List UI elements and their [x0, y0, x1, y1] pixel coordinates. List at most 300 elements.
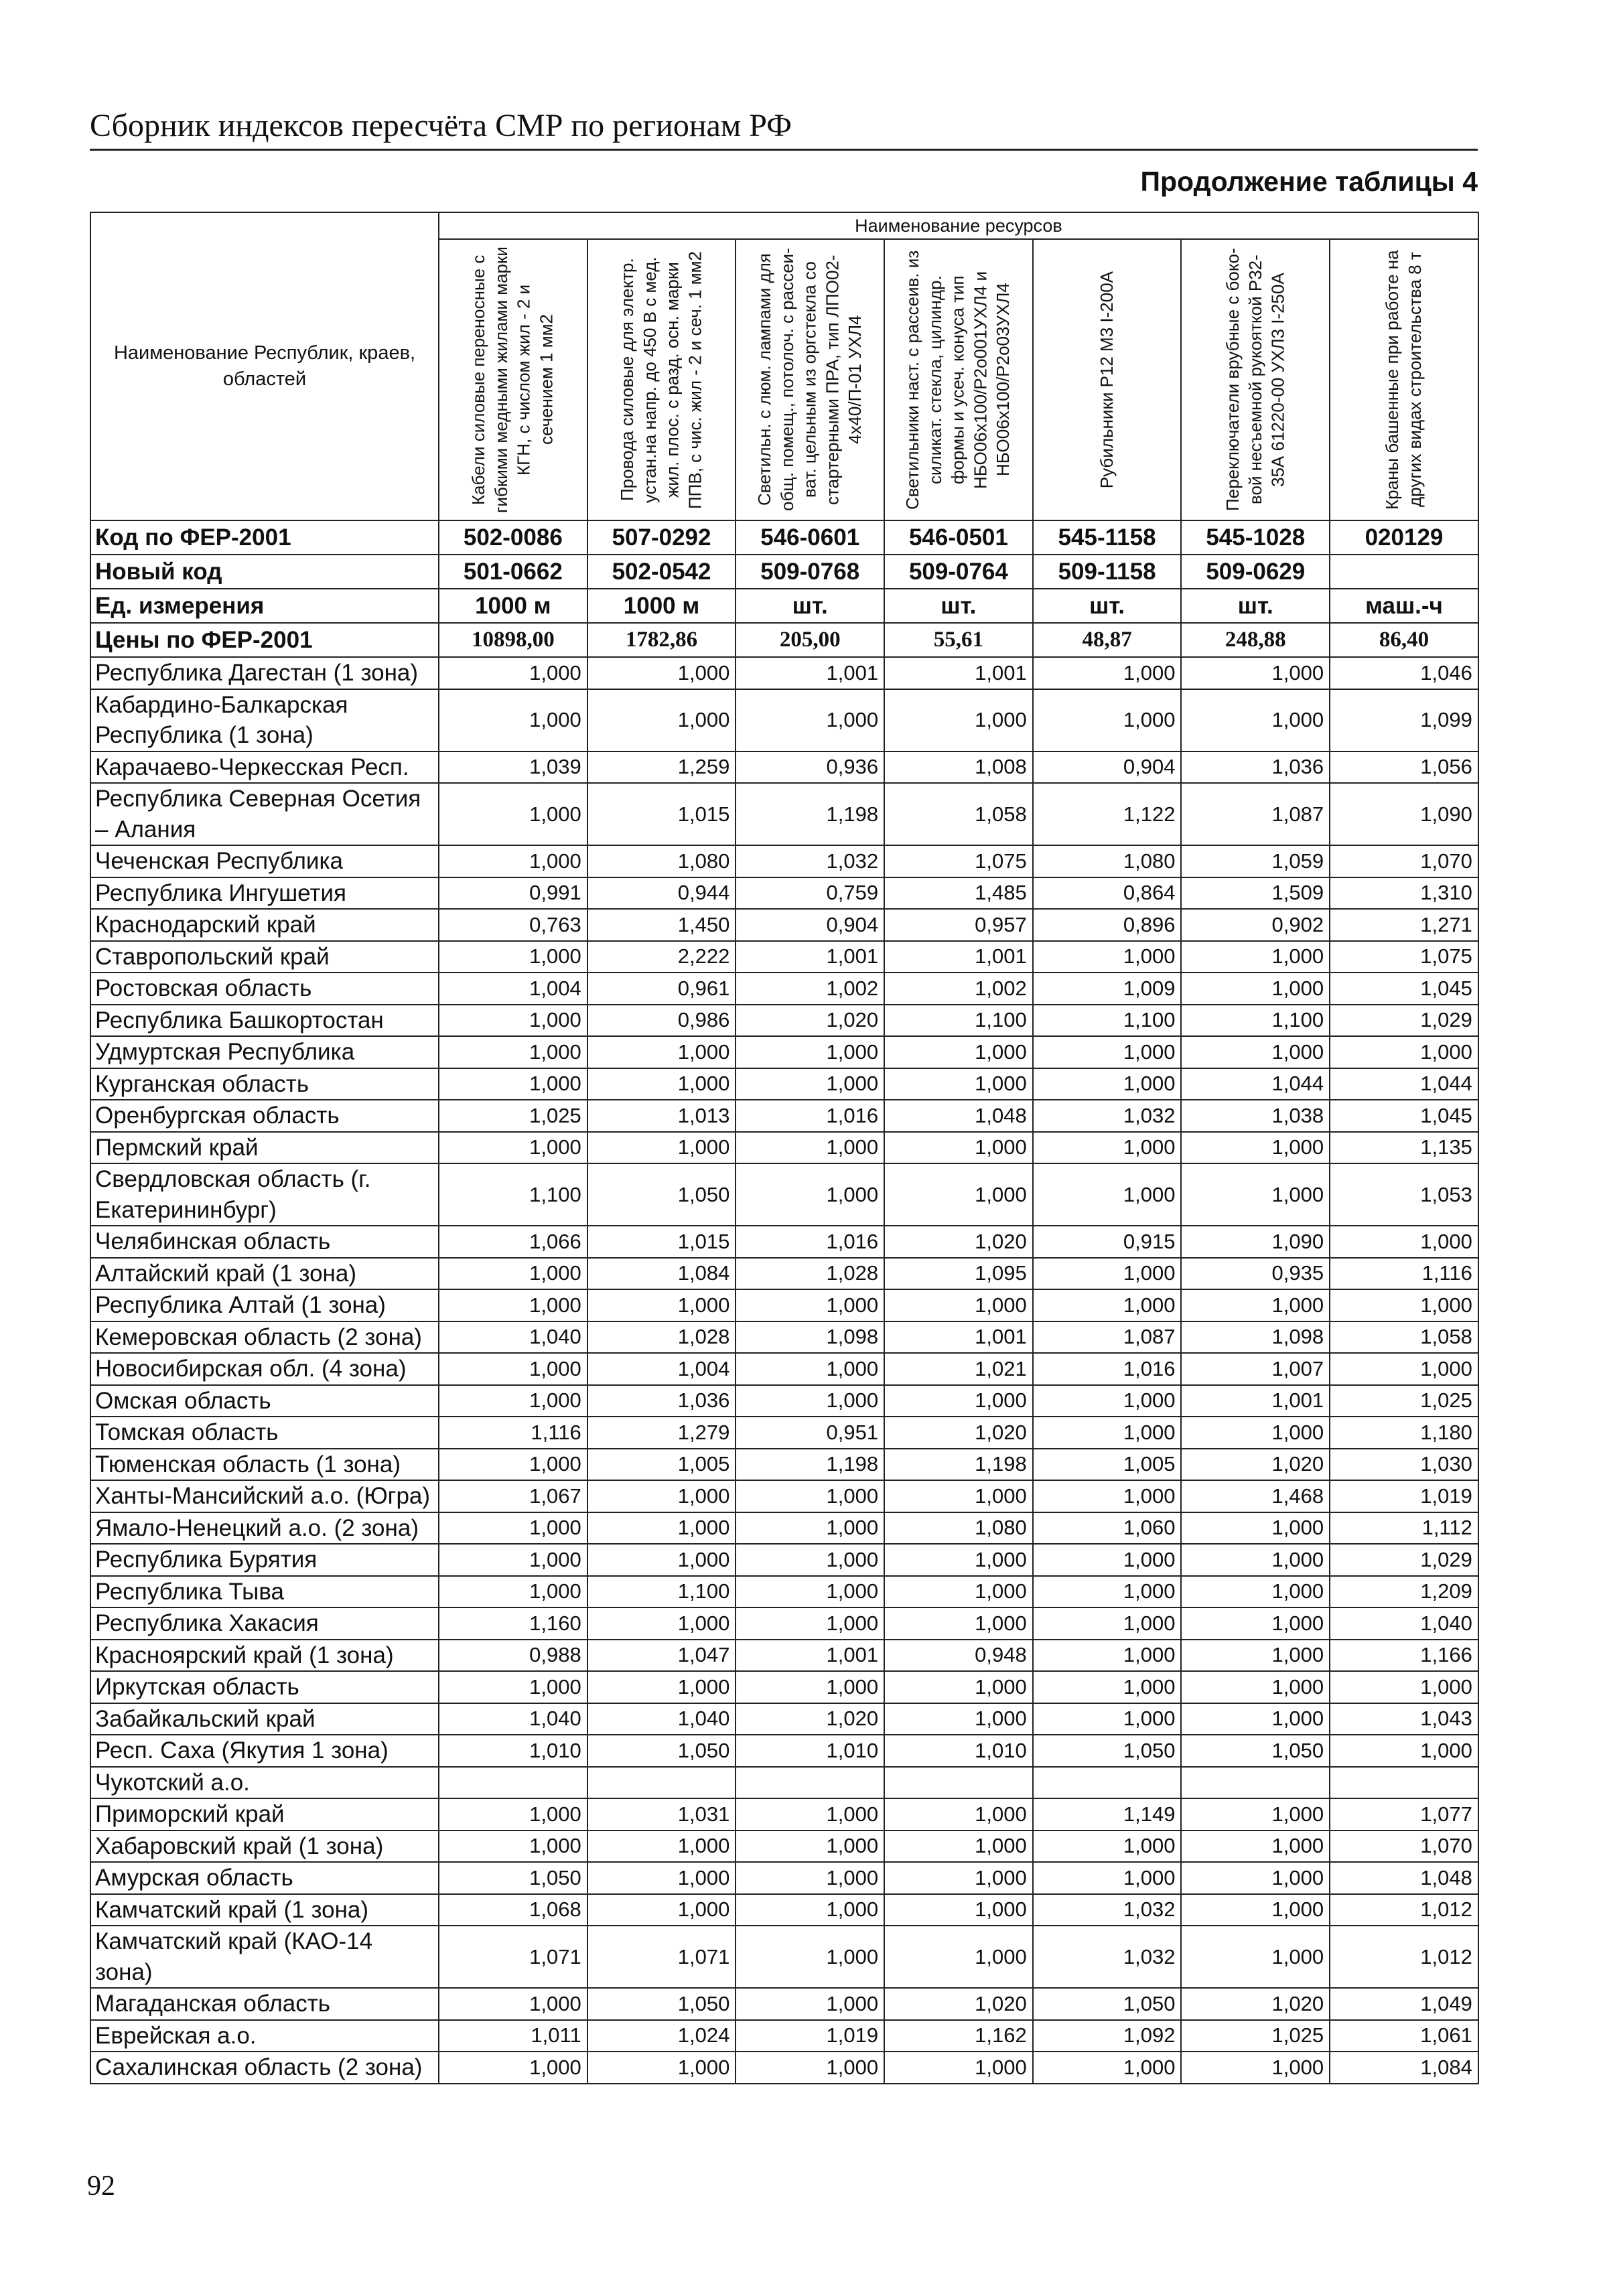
index-value-cell: 1,000 — [884, 1926, 1033, 1988]
table-continuation-label: Продолжение таблицы 4 — [1140, 166, 1478, 197]
index-value-cell: 1,000 — [736, 1926, 884, 1988]
index-value-cell: 1,000 — [1181, 1894, 1330, 1926]
region-name: Чеченская Республика — [90, 845, 439, 877]
index-value-cell: 0,951 — [736, 1417, 884, 1449]
index-value-cell: 1,000 — [1033, 1385, 1182, 1417]
index-value-cell: 1,166 — [1330, 1640, 1478, 1672]
index-value-cell: 1,000 — [439, 845, 587, 877]
index-value-cell: 1,000 — [1181, 2052, 1330, 2084]
index-value-cell: 1,000 — [1181, 1036, 1330, 1068]
table-row — [90, 1226, 1478, 1258]
table-row — [90, 783, 1478, 845]
table-row — [90, 1289, 1478, 1321]
region-name: Алтайский край (1 зона) — [90, 1258, 439, 1290]
resource-column-label: Светильники наст. с рассеив. из силикат. стекла, цилиндр. формы и усеч. конуса тип НБО06х100/Р2о001УХЛ4 и НБО06х100/Р2о03УХЛ4 — [902, 250, 1014, 510]
meta-cell: 86,40 — [1330, 623, 1478, 657]
index-value-cell: 0,904 — [736, 909, 884, 941]
index-value-cell: 0,961 — [587, 973, 736, 1005]
resource-column-header-wrap — [889, 240, 1028, 520]
region-name: Томская область — [90, 1417, 439, 1449]
index-value-cell: 1,000 — [439, 1258, 587, 1290]
index-value-cell: 1,000 — [884, 1480, 1033, 1512]
index-value-cell: 1,000 — [1181, 1926, 1330, 1988]
index-value-cell: 1,000 — [1033, 1671, 1182, 1703]
region-name: Курганская область — [90, 1068, 439, 1100]
table-row — [90, 1005, 1478, 1037]
meta-cell: 48,87 — [1033, 623, 1182, 657]
regional-index-table — [90, 212, 1479, 2084]
region-name: Кемеровская область (2 зона) — [90, 1321, 439, 1354]
meta-row-label: Новый код — [90, 555, 439, 589]
index-value-cell: 1,000 — [439, 941, 587, 973]
region-name: Республика Ингушетия — [90, 877, 439, 910]
index-value-cell: 1,000 — [587, 1512, 736, 1545]
index-value-cell: 1,000 — [587, 1036, 736, 1068]
index-value-cell: 1,000 — [736, 1036, 884, 1068]
index-value-cell: 1,000 — [1033, 1544, 1182, 1576]
index-value-cell: 1,036 — [1181, 751, 1330, 784]
region-name: Челябинская область — [90, 1226, 439, 1258]
index-value-cell: 1,000 — [884, 1671, 1033, 1703]
table-row — [90, 1353, 1478, 1385]
index-value-cell: 1,092 — [1033, 2020, 1182, 2052]
index-value-cell: 1,000 — [884, 1576, 1033, 1608]
index-value-cell: 1,080 — [884, 1512, 1033, 1545]
index-value-cell: 1,000 — [1033, 1480, 1182, 1512]
region-name: Камчатский край (1 зона) — [90, 1894, 439, 1926]
index-value-cell: 1,000 — [1033, 1640, 1182, 1672]
index-value-cell: 1,000 — [884, 1894, 1033, 1926]
index-value-cell: 1,000 — [1181, 941, 1330, 973]
index-value-cell: 1,100 — [1033, 1005, 1182, 1037]
index-value-cell: 1,080 — [1033, 845, 1182, 877]
index-value-cell: 1,112 — [1330, 1512, 1478, 1545]
index-value-cell: 1,000 — [439, 2052, 587, 2084]
meta-cell: 509-0764 — [884, 555, 1033, 589]
index-value-cell: 1,007 — [1181, 1353, 1330, 1385]
index-value-cell: 1,000 — [1181, 1862, 1330, 1894]
region-name: Новосибирская обл. (4 зона) — [90, 1353, 439, 1385]
region-name: Республика Тыва — [90, 1576, 439, 1608]
index-value-cell: 1,000 — [1181, 1640, 1330, 1672]
meta-cell: 1782,86 — [587, 623, 736, 657]
index-value-cell: 1,048 — [884, 1100, 1033, 1132]
index-value-cell: 1,098 — [1181, 1321, 1330, 1354]
resource-column-header-wrap — [592, 240, 731, 520]
meta-row — [90, 520, 1478, 555]
index-value-cell: 1,087 — [1033, 1321, 1182, 1354]
index-value-cell: 1,001 — [736, 941, 884, 973]
index-value-cell: 1,000 — [884, 2052, 1033, 2084]
region-column-header: Наименование Республик, краев, областей — [90, 212, 439, 520]
index-value-cell: 1,000 — [587, 1132, 736, 1164]
table-row — [90, 1100, 1478, 1132]
index-value-cell: 1,000 — [1181, 973, 1330, 1005]
index-value-cell: 1,000 — [1033, 689, 1182, 751]
region-name: Республика Башкортостан — [90, 1005, 439, 1037]
index-value-cell: 1,000 — [736, 1988, 884, 2020]
resource-column-header-wrap — [1186, 240, 1325, 520]
index-value-cell: 1,000 — [736, 2052, 884, 2084]
index-value-cell: 1,000 — [1181, 689, 1330, 751]
index-value-cell: 1,090 — [1330, 783, 1478, 845]
index-value-cell: 1,021 — [884, 1353, 1033, 1385]
index-value-cell: 1,000 — [884, 1862, 1033, 1894]
table-row — [90, 1512, 1478, 1545]
region-name: Магаданская область — [90, 1988, 439, 2020]
page-number: 92 — [87, 2171, 115, 2202]
index-value-cell: 0,759 — [736, 877, 884, 910]
index-value-cell: 1,000 — [587, 689, 736, 751]
index-value-cell: 1,020 — [884, 1417, 1033, 1449]
index-value-cell: 0,935 — [1181, 1258, 1330, 1290]
region-name: Камчатский край (КАО-14 зона) — [90, 1926, 439, 1988]
index-value-cell: 1,198 — [736, 1449, 884, 1481]
meta-row — [90, 589, 1478, 623]
index-value-cell: 1,029 — [1330, 1005, 1478, 1037]
index-value-cell: 0,896 — [1033, 909, 1182, 941]
index-value-cell: 1,000 — [736, 1132, 884, 1164]
header-row-resources — [90, 212, 1478, 239]
index-value-cell: 1,032 — [736, 845, 884, 877]
table-row — [90, 845, 1478, 877]
index-value-cell: 1,000 — [736, 1385, 884, 1417]
index-value-cell: 1,028 — [587, 1321, 736, 1354]
region-name: Пермский край — [90, 1132, 439, 1164]
index-value-cell: 1,000 — [439, 1544, 587, 1576]
region-name: Хабаровский край (1 зона) — [90, 1831, 439, 1863]
index-value-cell: 1,000 — [1033, 1831, 1182, 1863]
index-value-cell: 1,000 — [439, 689, 587, 751]
index-value-cell: 1,000 — [884, 1132, 1033, 1164]
index-value-cell: 1,000 — [587, 1068, 736, 1100]
index-value-cell: 2,222 — [587, 941, 736, 973]
index-value-cell: 1,025 — [439, 1100, 587, 1132]
meta-cell: шт. — [1181, 589, 1330, 623]
index-value-cell: 1,024 — [587, 2020, 736, 2052]
index-value-cell: 0,904 — [1033, 751, 1182, 784]
index-value-cell: 0,986 — [587, 1005, 736, 1037]
region-name: Амурская область — [90, 1862, 439, 1894]
index-value-cell: 1,000 — [439, 1798, 587, 1831]
index-value-cell: 1,279 — [587, 1417, 736, 1449]
region-name: Удмуртская Республика — [90, 1036, 439, 1068]
region-name: Карачаево-Черкесская Респ. — [90, 751, 439, 784]
index-value-cell: 1,016 — [736, 1226, 884, 1258]
index-value-cell: 1,043 — [1330, 1703, 1478, 1735]
table-row — [90, 941, 1478, 973]
index-value-cell: 1,000 — [1033, 1862, 1182, 1894]
index-value-cell: 1,000 — [736, 1607, 884, 1640]
index-value-cell: 0,763 — [439, 909, 587, 941]
index-value-cell: 1,468 — [1181, 1480, 1330, 1512]
index-value-cell: 1,001 — [884, 941, 1033, 973]
region-name: Ростовская область — [90, 973, 439, 1005]
index-value-cell: 1,000 — [587, 1544, 736, 1576]
index-value-cell: 1,162 — [884, 2020, 1033, 2052]
region-name: Республика Бурятия — [90, 1544, 439, 1576]
resource-column-label: Провода силовые для электр. устан.на напр. до 450 В с мед. жил. плос. с разд. осн. марки ППВ, с чис. жил - 2 и сеч. 1 мм2 — [616, 250, 705, 509]
index-value-cell: 0,936 — [736, 751, 884, 784]
index-value-cell — [884, 1767, 1033, 1799]
index-value-cell: 1,038 — [1181, 1100, 1330, 1132]
table-row — [90, 877, 1478, 910]
index-value-cell: 1,198 — [736, 783, 884, 845]
index-value-cell: 1,047 — [587, 1640, 736, 1672]
index-value-cell: 1,000 — [1033, 1289, 1182, 1321]
index-value-cell: 1,000 — [439, 1036, 587, 1068]
index-value-cell: 1,000 — [1033, 1703, 1182, 1735]
table-row — [90, 1703, 1478, 1735]
resource-column-header-wrap — [1038, 240, 1177, 520]
index-value-cell: 1,009 — [1033, 973, 1182, 1005]
index-value-cell: 1,050 — [587, 1735, 736, 1767]
index-value-cell: 1,000 — [587, 1671, 736, 1703]
index-value-cell: 1,160 — [439, 1607, 587, 1640]
table-row — [90, 1449, 1478, 1481]
resource-column-header — [1033, 239, 1182, 520]
index-value-cell: 1,000 — [439, 1068, 587, 1100]
index-value-cell: 1,099 — [1330, 689, 1478, 751]
meta-cell: 1000 м — [439, 589, 587, 623]
index-value-cell: 1,044 — [1181, 1068, 1330, 1100]
index-value-cell: 1,000 — [439, 1449, 587, 1481]
region-name: Республика Хакасия — [90, 1607, 439, 1640]
index-value-cell: 1,198 — [884, 1449, 1033, 1481]
index-value-cell: 1,070 — [1330, 1831, 1478, 1863]
index-value-cell: 1,084 — [587, 1258, 736, 1290]
meta-row-label: Ед. измерения — [90, 589, 439, 623]
table-row — [90, 2020, 1478, 2052]
table-row — [90, 1831, 1478, 1863]
index-value-cell: 1,001 — [1181, 1385, 1330, 1417]
meta-cell: 501-0662 — [439, 555, 587, 589]
index-value-cell: 1,000 — [1181, 1576, 1330, 1608]
meta-cell — [1330, 555, 1478, 589]
index-value-cell: 1,000 — [439, 1671, 587, 1703]
region-name: Ямало-Ненецкий а.о. (2 зона) — [90, 1512, 439, 1545]
table-row — [90, 1258, 1478, 1290]
index-value-cell: 1,010 — [884, 1735, 1033, 1767]
table-row — [90, 1132, 1478, 1164]
table-row — [90, 1607, 1478, 1640]
resource-column-label: Кабели силовые переносные с гибкими медными жилами марки КГН, с числом жил - 2 и сечением 1 мм2 — [468, 246, 557, 513]
index-value-cell: 1,000 — [1181, 1132, 1330, 1164]
resources-group-header: Наименование ресурсов — [439, 212, 1478, 239]
meta-cell: 1000 м — [587, 589, 736, 623]
region-name: Омская область — [90, 1385, 439, 1417]
index-value-cell: 1,084 — [1330, 2052, 1478, 2084]
resource-column-header-wrap — [740, 240, 880, 520]
index-value-cell — [1181, 1767, 1330, 1799]
index-value-cell: 1,000 — [1181, 657, 1330, 689]
region-name: Республика Северная Осетия – Алания — [90, 783, 439, 845]
index-value-cell — [1330, 1767, 1478, 1799]
index-value-cell: 1,050 — [1033, 1988, 1182, 2020]
index-value-cell: 0,902 — [1181, 909, 1330, 941]
index-value-cell: 1,000 — [1330, 1036, 1478, 1068]
index-value-cell: 1,000 — [736, 1544, 884, 1576]
index-value-cell: 1,001 — [884, 1321, 1033, 1354]
index-value-cell: 1,030 — [1330, 1449, 1478, 1481]
index-value-cell: 1,000 — [1033, 2052, 1182, 2084]
index-value-cell: 1,050 — [587, 1163, 736, 1226]
meta-cell: шт. — [884, 589, 1033, 623]
meta-row — [90, 623, 1478, 657]
meta-cell: 248,88 — [1181, 623, 1330, 657]
index-value-cell: 1,012 — [1330, 1926, 1478, 1988]
index-value-cell: 1,450 — [587, 909, 736, 941]
resource-column-header-wrap — [1334, 240, 1474, 520]
index-value-cell: 1,032 — [1033, 1926, 1182, 1988]
index-value-cell: 1,090 — [1181, 1226, 1330, 1258]
index-value-cell: 1,070 — [1330, 845, 1478, 877]
index-value-cell: 1,028 — [736, 1258, 884, 1290]
index-value-cell: 1,000 — [884, 1289, 1033, 1321]
index-value-cell: 1,000 — [736, 1353, 884, 1385]
index-value-cell: 1,098 — [736, 1321, 884, 1354]
index-value-cell: 1,000 — [1330, 1735, 1478, 1767]
index-value-cell: 1,000 — [736, 1798, 884, 1831]
index-value-cell: 1,000 — [1181, 1831, 1330, 1863]
index-value-cell: 1,087 — [1181, 783, 1330, 845]
meta-cell: 545-1158 — [1033, 520, 1182, 555]
meta-cell: маш.-ч — [1330, 589, 1478, 623]
region-name: Респ. Саха (Якутия 1 зона) — [90, 1735, 439, 1767]
meta-row — [90, 555, 1478, 589]
index-value-cell: 1,056 — [1330, 751, 1478, 784]
index-value-cell: 1,010 — [736, 1735, 884, 1767]
table-row — [90, 2052, 1478, 2084]
index-value-cell: 1,000 — [1181, 1671, 1330, 1703]
index-value-cell: 1,060 — [1033, 1512, 1182, 1545]
index-value-cell: 1,000 — [439, 1385, 587, 1417]
index-value-cell: 1,000 — [884, 1607, 1033, 1640]
index-value-cell — [587, 1767, 736, 1799]
index-value-cell: 1,020 — [736, 1005, 884, 1037]
meta-cell: 546-0601 — [736, 520, 884, 555]
index-value-cell: 1,000 — [736, 1163, 884, 1226]
index-value-cell: 1,100 — [439, 1163, 587, 1226]
index-value-cell: 1,000 — [1181, 1417, 1330, 1449]
index-value-cell: 1,000 — [736, 1068, 884, 1100]
index-value-cell — [439, 1767, 587, 1799]
index-value-cell: 1,000 — [1033, 1607, 1182, 1640]
meta-cell: 509-0768 — [736, 555, 884, 589]
index-value-cell: 1,061 — [1330, 2020, 1478, 2052]
index-value-cell: 1,000 — [1033, 1258, 1182, 1290]
meta-cell: 55,61 — [884, 623, 1033, 657]
region-name: Кабардино-Балкарская Республика (1 зона) — [90, 689, 439, 751]
index-value-cell: 1,000 — [884, 689, 1033, 751]
index-value-cell: 1,000 — [1033, 1417, 1182, 1449]
table-row — [90, 1036, 1478, 1068]
index-value-cell: 1,016 — [1033, 1353, 1182, 1385]
region-name: Красноярский край (1 зона) — [90, 1640, 439, 1672]
region-name: Ханты-Мансийский а.о. (Югра) — [90, 1480, 439, 1512]
resource-column-label: Рубильники Р12 М3 I-200А — [1096, 271, 1117, 489]
index-value-cell: 1,008 — [884, 751, 1033, 784]
index-value-cell: 1,040 — [439, 1703, 587, 1735]
index-value-cell: 1,067 — [439, 1480, 587, 1512]
index-value-cell: 1,031 — [587, 1798, 736, 1831]
region-name: Чукотский а.о. — [90, 1767, 439, 1799]
header-divider — [90, 149, 1478, 151]
index-value-cell: 1,068 — [439, 1894, 587, 1926]
index-value-cell: 1,080 — [587, 845, 736, 877]
index-value-cell: 1,001 — [736, 1640, 884, 1672]
table-row — [90, 657, 1478, 689]
index-value-cell: 1,016 — [736, 1100, 884, 1132]
index-value-cell: 1,000 — [884, 1385, 1033, 1417]
region-name: Республика Дагестан (1 зона) — [90, 657, 439, 689]
index-value-cell: 1,485 — [884, 877, 1033, 910]
table-row — [90, 1163, 1478, 1226]
resource-column-header — [587, 239, 736, 520]
table-row — [90, 1544, 1478, 1576]
index-value-cell: 1,032 — [1033, 1894, 1182, 1926]
index-value-cell: 1,020 — [736, 1703, 884, 1735]
index-value-cell: 1,004 — [439, 973, 587, 1005]
index-value-cell: 1,135 — [1330, 1132, 1478, 1164]
index-value-cell: 0,991 — [439, 877, 587, 910]
index-value-cell: 1,000 — [884, 1831, 1033, 1863]
index-value-cell: 1,066 — [439, 1226, 587, 1258]
resource-column-header — [1181, 239, 1330, 520]
index-value-cell: 1,000 — [736, 1671, 884, 1703]
index-value-cell: 1,180 — [1330, 1417, 1478, 1449]
index-value-cell: 1,004 — [587, 1353, 736, 1385]
index-value-cell: 1,000 — [1330, 1671, 1478, 1703]
region-name: Тюменская область (1 зона) — [90, 1449, 439, 1481]
index-value-cell: 1,075 — [1330, 941, 1478, 973]
index-value-cell: 1,116 — [439, 1417, 587, 1449]
meta-cell: 502-0086 — [439, 520, 587, 555]
table-row — [90, 1671, 1478, 1703]
meta-row-label: Цены по ФЕР-2001 — [90, 623, 439, 657]
index-value-cell: 1,000 — [439, 1132, 587, 1164]
resource-column-label: Переключатели врубные с боко-вой несъемной рукояткой Р32-35А 61220-00 УХЛ3 I-250А — [1222, 248, 1288, 512]
region-name: Краснодарский край — [90, 909, 439, 941]
index-value-cell: 1,000 — [736, 1480, 884, 1512]
index-value-cell: 1,012 — [1330, 1894, 1478, 1926]
index-value-cell: 1,209 — [1330, 1576, 1478, 1608]
index-value-cell: 1,000 — [1033, 1036, 1182, 1068]
region-name: Забайкальский край — [90, 1703, 439, 1735]
index-value-cell: 1,025 — [1330, 1385, 1478, 1417]
index-value-cell: 1,100 — [1181, 1005, 1330, 1037]
resource-column-header — [736, 239, 884, 520]
index-value-cell: 1,050 — [1181, 1735, 1330, 1767]
index-value-cell: 1,000 — [587, 1480, 736, 1512]
index-value-cell: 0,957 — [884, 909, 1033, 941]
index-value-cell — [1033, 1767, 1182, 1799]
index-value-cell: 1,029 — [1330, 1544, 1478, 1576]
index-value-cell: 1,000 — [736, 1289, 884, 1321]
index-value-cell: 1,000 — [439, 1353, 587, 1385]
index-value-cell: 1,005 — [1033, 1449, 1182, 1481]
index-value-cell: 1,000 — [1033, 1132, 1182, 1164]
index-value-cell: 1,000 — [587, 1831, 736, 1863]
index-value-cell: 1,000 — [1330, 1353, 1478, 1385]
index-value-cell: 0,864 — [1033, 877, 1182, 910]
index-value-cell: 1,075 — [884, 845, 1033, 877]
index-value-cell: 1,053 — [1330, 1163, 1478, 1226]
index-value-cell: 1,000 — [736, 1894, 884, 1926]
index-value-cell: 1,015 — [587, 783, 736, 845]
resource-column-header — [884, 239, 1033, 520]
meta-cell: шт. — [1033, 589, 1182, 623]
